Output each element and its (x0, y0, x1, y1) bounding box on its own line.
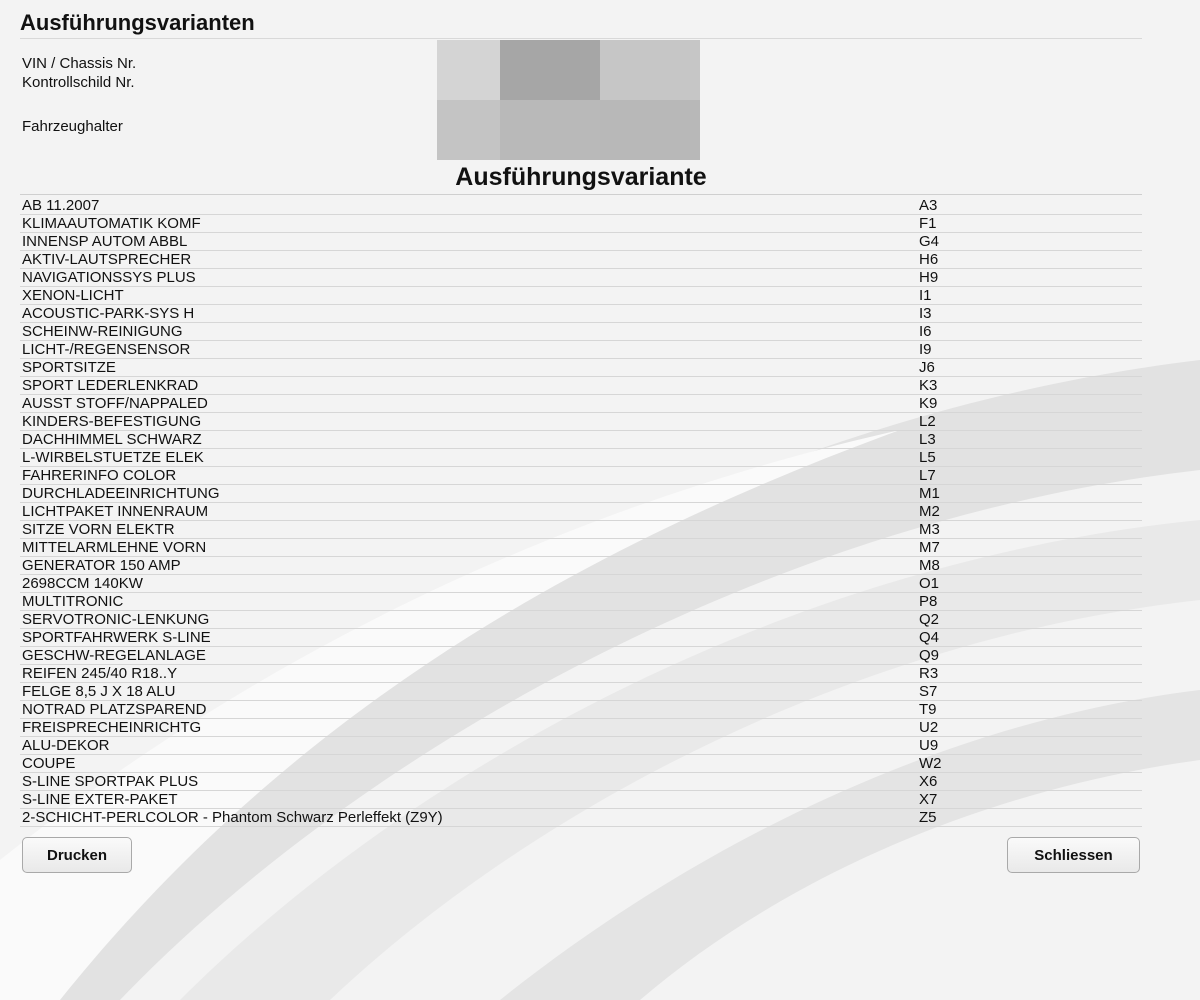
table-row (20, 521, 1142, 539)
variant-code: L7 (919, 467, 1142, 485)
variant-name: DACHHIMMEL SCHWARZ (20, 431, 919, 449)
table-row (20, 467, 1142, 485)
table-row (20, 197, 1142, 215)
variant-code: Q9 (919, 647, 1142, 665)
variant-code: G4 (919, 233, 1142, 251)
table-row (20, 611, 1142, 629)
variant-code: H6 (919, 251, 1142, 269)
variant-code: F1 (919, 215, 1142, 233)
table-row (20, 809, 1142, 827)
variant-name: COUPE (20, 755, 919, 773)
variant-name: SITZE VORN ELEKTR (20, 521, 919, 539)
variant-name: LICHT-/REGENSENSOR (20, 341, 919, 359)
variant-name: GESCHW-REGELANLAGE (20, 647, 919, 665)
variant-code: P8 (919, 593, 1142, 611)
variant-name: AUSST STOFF/NAPPALED (20, 395, 919, 413)
variant-code: M8 (919, 557, 1142, 575)
variant-name: AKTIV-LAUTSPRECHER (20, 251, 919, 269)
title-divider (20, 38, 1142, 39)
variant-code: X7 (919, 791, 1142, 809)
holder-label: Fahrzeughalter (22, 118, 123, 135)
table-row (20, 323, 1142, 341)
variant-name: DURCHLADEEINRICHTUNG (20, 485, 919, 503)
variant-name: SCHEINW-REINIGUNG (20, 323, 919, 341)
close-button[interactable]: Schliessen (1007, 837, 1140, 873)
variant-code: I9 (919, 341, 1142, 359)
variant-name: SPORT LEDERLENKRAD (20, 377, 919, 395)
table-row (20, 395, 1142, 413)
vin-label: VIN / Chassis Nr. (22, 55, 137, 72)
variant-code: W2 (919, 755, 1142, 773)
table-row (20, 557, 1142, 575)
variant-name: SPORTSITZE (20, 359, 919, 377)
variant-name: MITTELARMLEHNE VORN (20, 539, 919, 557)
variant-name: AB 11.2007 (20, 197, 919, 215)
table-row (20, 215, 1142, 233)
table-row (20, 719, 1142, 737)
variant-name: S-LINE SPORTPAK PLUS (20, 773, 919, 791)
variant-name: SERVOTRONIC-LENKUNG (20, 611, 919, 629)
variant-code: J6 (919, 359, 1142, 377)
variant-code: U9 (919, 737, 1142, 755)
table-row (20, 485, 1142, 503)
table-row (20, 665, 1142, 683)
variant-code: I6 (919, 323, 1142, 341)
table-row (20, 251, 1142, 269)
table-row (20, 413, 1142, 431)
variant-name: ALU-DEKOR (20, 737, 919, 755)
table-row (20, 755, 1142, 773)
table-row (20, 773, 1142, 791)
variant-name: NOTRAD PLATZSPAREND (20, 701, 919, 719)
variant-name: SPORTFAHRWERK S-LINE (20, 629, 919, 647)
table-row (20, 431, 1142, 449)
variant-code: O1 (919, 575, 1142, 593)
variant-code: L5 (919, 449, 1142, 467)
variant-name: REIFEN 245/40 R18..Y (20, 665, 919, 683)
variant-code: M7 (919, 539, 1142, 557)
table-row (20, 287, 1142, 305)
variant-code: M2 (919, 503, 1142, 521)
variant-name: GENERATOR 150 AMP (20, 557, 919, 575)
variant-code: T9 (919, 701, 1142, 719)
variant-code: K9 (919, 395, 1142, 413)
variant-code: U2 (919, 719, 1142, 737)
table-row (20, 575, 1142, 593)
table-row (20, 683, 1142, 701)
plate-label: Kontrollschild Nr. (22, 74, 135, 91)
variant-name: FAHRERINFO COLOR (20, 467, 919, 485)
variant-code: A3 (919, 197, 1142, 215)
variant-name: NAVIGATIONSSYS PLUS (20, 269, 919, 287)
table-row (20, 503, 1142, 521)
variant-code: S7 (919, 683, 1142, 701)
variant-code: R3 (919, 665, 1142, 683)
variant-code: M1 (919, 485, 1142, 503)
table-row (20, 791, 1142, 809)
table-row (20, 341, 1142, 359)
section-divider (20, 194, 1142, 195)
variant-code: I1 (919, 287, 1142, 305)
table-row (20, 647, 1142, 665)
variant-code: I3 (919, 305, 1142, 323)
table-row (20, 737, 1142, 755)
page-title: Ausführungsvarianten (20, 10, 255, 35)
table-row (20, 539, 1142, 557)
variant-name: MULTITRONIC (20, 593, 919, 611)
variants-table-body (20, 197, 1142, 827)
table-row (20, 377, 1142, 395)
variant-name: LICHTPAKET INNENRAUM (20, 503, 919, 521)
variant-code: X6 (919, 773, 1142, 791)
variant-code: Q2 (919, 611, 1142, 629)
variant-code: L2 (919, 413, 1142, 431)
variant-name: FREISPRECHEINRICHTG (20, 719, 919, 737)
variants-table (20, 197, 1142, 827)
variant-name: KLIMAAUTOMATIK KOMF (20, 215, 919, 233)
table-row (20, 359, 1142, 377)
table-row (20, 629, 1142, 647)
table-row (20, 701, 1142, 719)
table-row (20, 233, 1142, 251)
table-row (20, 449, 1142, 467)
variant-name: S-LINE EXTER-PAKET (20, 791, 919, 809)
print-button[interactable]: Drucken (22, 837, 132, 873)
table-row (20, 269, 1142, 287)
redacted-vehicle-info (437, 40, 700, 160)
variant-name: L-WIRBELSTUETZE ELEK (20, 449, 919, 467)
variant-code: M3 (919, 521, 1142, 539)
variant-name: FELGE 8,5 J X 18 ALU (20, 683, 919, 701)
variant-code: K3 (919, 377, 1142, 395)
variant-name: ACOUSTIC-PARK-SYS H (20, 305, 919, 323)
variant-name: KINDERS-BEFESTIGUNG (20, 413, 919, 431)
variant-code: Z5 (919, 809, 1142, 827)
variant-code: Q4 (919, 629, 1142, 647)
table-row (20, 305, 1142, 323)
variant-name: INNENSP AUTOM ABBL (20, 233, 919, 251)
variant-name: XENON-LICHT (20, 287, 919, 305)
variant-name: 2-SCHICHT-PERLCOLOR - Phantom Schwarz Perleffekt (Z9Y) (20, 809, 919, 827)
table-row (20, 593, 1142, 611)
variant-code: L3 (919, 431, 1142, 449)
variant-name: 2698CCM 140KW (20, 575, 919, 593)
variant-code: H9 (919, 269, 1142, 287)
section-title: Ausführungsvariante (455, 163, 707, 191)
